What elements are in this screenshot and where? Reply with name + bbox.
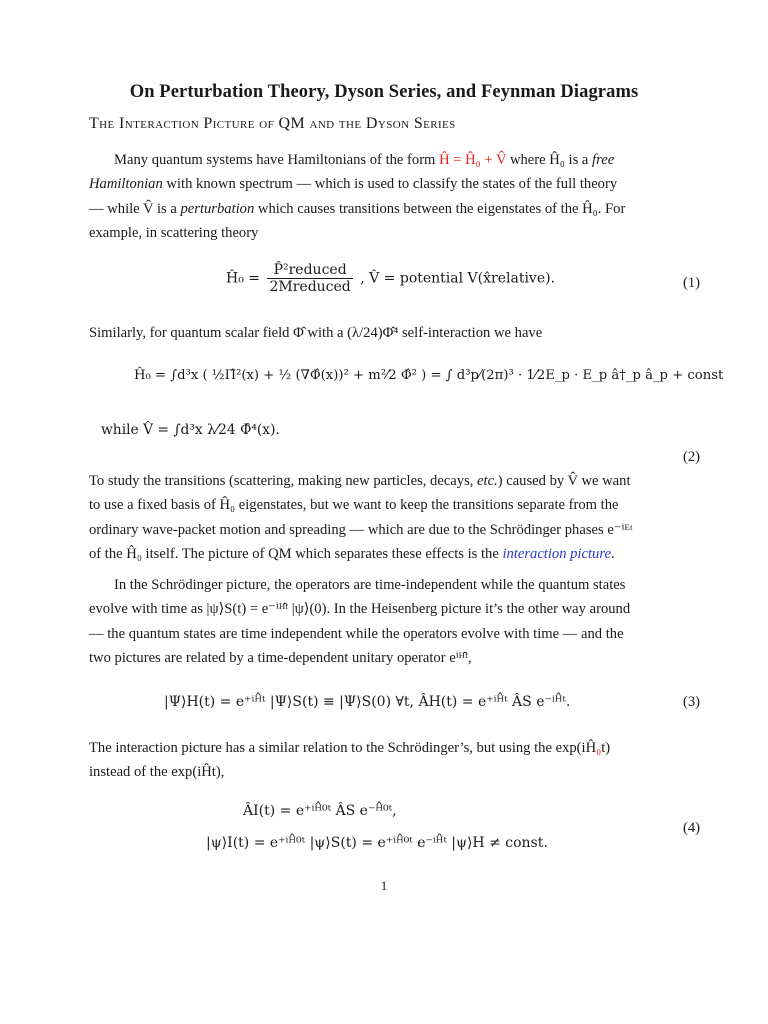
paragraph-intro	[89, 148, 703, 245]
page-title: On Perturbation Theory, Dyson Series, and Feynman Diagrams	[129, 82, 639, 102]
text: instead of the exp(iĤt),	[89, 764, 225, 781]
subscript-zero: ₀	[596, 740, 602, 756]
text-emph: etc.	[477, 473, 498, 489]
text: example, in scattering theory	[89, 224, 259, 241]
eq-rhs: , V̂ = potential V(x̂relative).	[360, 270, 556, 287]
text: — while V̂ is a	[89, 200, 181, 217]
section-heading: The Interaction Picture of QM and the Dyson Series	[89, 115, 456, 132]
equation-1	[226, 262, 555, 295]
interaction-picture-link[interactable]: interaction picture	[502, 545, 611, 562]
paragraph-transitions	[89, 469, 703, 566]
text: In the Schrödinger picture, the operators are time-independent while the quantum states	[114, 577, 626, 593]
page-number: 1	[380, 878, 388, 893]
text: ) caused by V̂ we want	[497, 473, 631, 489]
text: Similarly, for quantum scalar field Φ̂ with a (λ/24)Φ̂⁴ self-interaction we have	[89, 325, 543, 341]
denominator: 2Mreduced	[269, 279, 351, 295]
text-emph: free	[592, 152, 615, 168]
paragraph-scalar-field	[89, 321, 703, 345]
text: t)	[601, 740, 611, 756]
text: The interaction picture has a similar relation to the Schrödinger’s, but using the exp(iĤ	[89, 740, 597, 756]
numerator: P̂²reduced	[267, 262, 352, 279]
text: Many quantum systems have Hamiltonians of the form	[114, 152, 440, 168]
equation-2-line-2: while V̂ = ∫d³x λ⁄24 Φ̂⁴(x).	[101, 422, 280, 438]
equation-number: (4)	[682, 820, 700, 836]
text: ordinary wave-packet motion and spreading — which are due to the Schrödinger phases e⁻ⁱᴱᵗ	[89, 521, 633, 538]
paragraph-pictures	[89, 573, 703, 670]
equation-number: (2)	[682, 449, 700, 465]
text-emph: Hamiltonian	[89, 176, 163, 193]
eq-lhs: Ĥ₀ =	[226, 270, 261, 287]
equation-4-line-1: ÂI(t) = e⁺ⁱᴴ̂⁰ᵗ ÂS e⁻ᴴ̂⁰ᵗ,	[243, 803, 397, 819]
text: To study the transitions (scattering, making new particles, decays,	[89, 473, 478, 489]
equation-2-line-1: Ĥ₀ = ∫d³x ( ½Π̂²(x) + ½ (∇Φ̂(x))² + m²⁄2 Φ̂² ) = ∫ d³p⁄(2π)³ · 1⁄2E_p · E_p â†_p â_p + const	[134, 368, 724, 383]
equation-3: |Ψ⟩H(t) = e⁺ⁱᴴ̂ᵗ |Ψ⟩S(t) ≡ |Ψ⟩S(0) ∀t, ÂH(t) = e⁺ⁱᴴ̂ᵗ ÂS e⁻ⁱᴴ̂ᵗ.	[164, 694, 571, 710]
text: — the quantum states are time independent while the operators evolve with time — and the	[89, 625, 624, 642]
equation-4-line-2: |ψ⟩I(t) = e⁺ⁱᴴ̂⁰ᵗ |ψ⟩S(t) = e⁺ⁱᴴ̂⁰ᵗ e⁻ⁱᴴ̂ᵗ |ψ⟩H ≠ const.	[206, 835, 548, 851]
equation-number: (1)	[682, 275, 700, 291]
text: which causes transitions between the eigenstates of the Ĥ₀. For	[254, 200, 626, 217]
paragraph-interaction-picture	[89, 736, 703, 785]
fraction	[267, 262, 352, 295]
text: evolve with time as |ψ⟩S(t) = e⁻ⁱᴴ̂ᵗ |ψ⟩(0). In the Heisenberg picture it’s the other way around	[89, 601, 631, 618]
text: of the Ĥ₀ itself. The picture of QM which separates these effects is the	[89, 545, 503, 562]
text-emph: perturbation	[180, 200, 255, 217]
text: to use a fixed basis of Ĥ₀ eigenstates, but we want to keep the transitions separate from the	[89, 497, 619, 514]
text: with known spectrum — which is used to classify the states of the full theory	[162, 176, 618, 193]
hamiltonian-sum: Ĥ = Ĥ₀ + V̂	[439, 152, 507, 168]
text: .	[610, 545, 615, 562]
text: two pictures are related by a time-dependent unitary operator eⁱᴴ̂ᵗ,	[89, 649, 472, 666]
text: where Ĥ₀ is a	[506, 152, 593, 168]
equation-number: (3)	[682, 694, 700, 710]
